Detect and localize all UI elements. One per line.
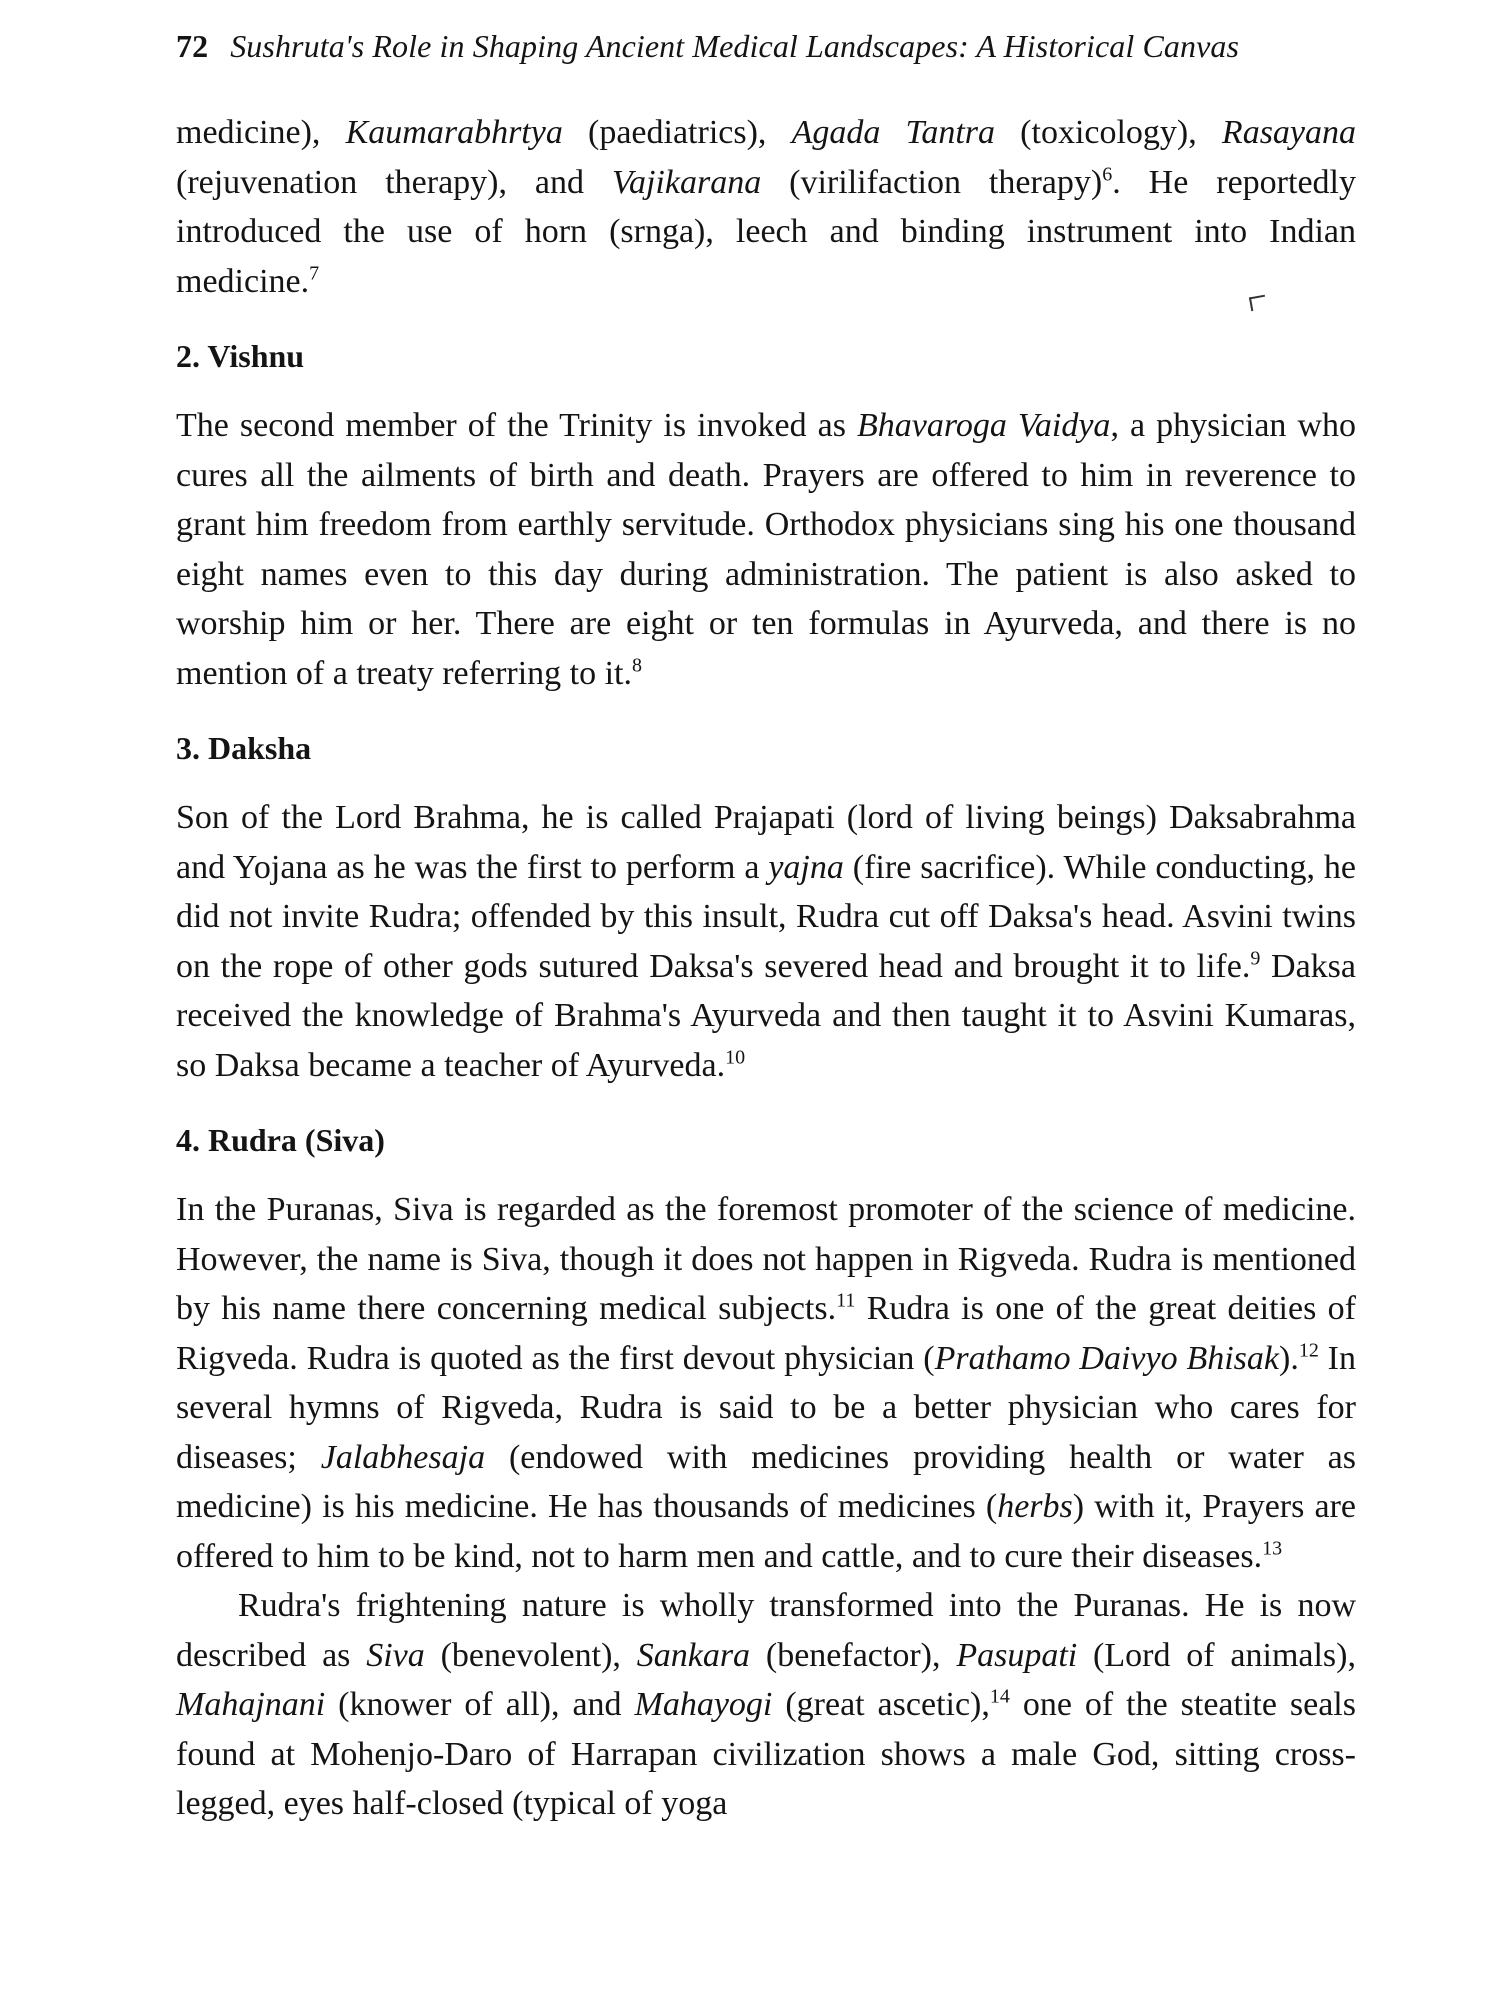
footnote-ref: 7: [309, 262, 320, 285]
intro-paragraph: medicine), Kaumarabhrtya (paediatrics), Agada Tantra (toxicology), Rasayana (rejuvenation therapy), and Vajikarana (virilifaction therapy)$^6$. He reportedly introduced the use of horn (srnga), leech and binding instrument into Indian medicine.$^7$: [176, 114, 1357, 300]
footnote-ref: 13: [1262, 1537, 1283, 1560]
footnote-ref: 11: [836, 1289, 856, 1312]
rudra-paragraph-1: In the Puranas, Siva is regarded as the foremost promoter of the science of medicine. However, the name is Siva, though it does not happen in Rigveda. Rudra is mentioned by his name there concerning medical subjects.$^{11}$ Rudra is one of the great deities of Rigveda. Rudra is quoted as the first devout physician (Prathamo Daivyo Bhisak).$^{12}$ In several hymns of Rigveda, Rudra is said to be a better physician who cares for diseases; Jalabhesaja (endowed with medicines providing health or water as medicine) is his medicine. He has thousands of medicines (herbs) with it, Prayers are offered to him to be kind, not to harm men and cattle, and to cure their diseases.$^{13}$: [176, 1191, 1357, 1575]
footnote-ref: 6: [1102, 163, 1113, 186]
footnote-ref: 10: [725, 1046, 746, 1069]
running-header: [176, 28, 1356, 65]
running-title: Sushruta's Role in Shaping Ancient Medical Landscapes: A Historical Canvas: [230, 28, 1240, 64]
rudra-paragraph-2: Rudra's frightening nature is wholly transformed into the Puranas. He is now described as Siva (benevolent), Sankara (benefactor), Pasupati (Lord of animals), Mahajnani (knower of all), and Mahayogi (great ascetic),$^{14}$ one of the steatite seals found at Mohenjo-Daro of Harrapan civilization shows a male God, sitting cross-legged, eyes half-closed (typical of yoga: [176, 1587, 1356, 1822]
section-heading-daksha: 3. Daksha: [176, 730, 312, 766]
section-heading-rudra: 4. Rudra (Siva): [176, 1122, 385, 1158]
footnote-ref: 14: [989, 1685, 1010, 1708]
daksha-paragraph: Son of the Lord Brahma, he is called Prajapati (lord of living beings) Daksabrahma and Yojana as he was the first to perform a yajna (fire sacrifice). While conducting, he did not invite Rudra; offended by this insult, Rudra cut off Daksa's head. Asvini twins on the rope of other gods sutured Daksa's severed head and brought it to life.$^9$ Daksa received the knowledge of Brahma's Ayurveda and then taught it to Asvini Kumaras, so Daksa became a teacher of Ayurveda.$^{10}$: [176, 799, 1356, 1084]
section-heading-vishnu: 2. Vishnu: [176, 338, 305, 374]
page-body: [176, 108, 1356, 1829]
footnote-ref: 8: [632, 654, 642, 677]
vishnu-paragraph: The second member of the Trinity is invoked as Bhavaroga Vaidya, a physician who cures all the ailments of birth and death. Prayers are offered to him in reverence to grant him freedom from earthly servitude. Orthodox physicians sing his one thousand eight names even to this day during administration. The patient is also asked to worship him or her. There are eight or ten formulas in Ayurveda, and there is no mention of a treaty referring to it.$^8$: [176, 407, 1356, 692]
footnote-ref: 9: [1250, 947, 1261, 970]
page-number: 72: [176, 28, 209, 64]
footnote-ref: 12: [1298, 1339, 1319, 1362]
